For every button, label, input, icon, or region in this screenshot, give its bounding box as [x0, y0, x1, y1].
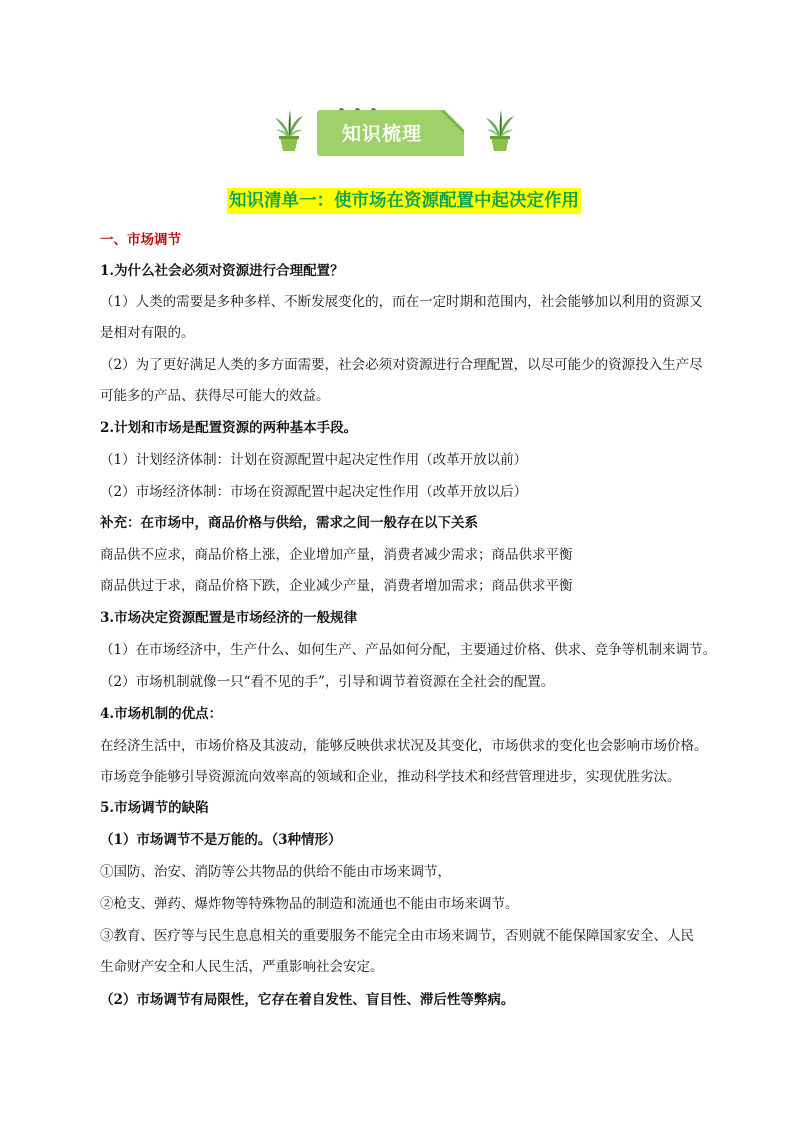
paragraph: 商品供过于求，商品价格下跌，企业减少产量，消费者增加需求；商品供求平衡: [100, 578, 573, 594]
paragraph: 在经济生活中，市场价格及其波动，能够反映供求状况及其变化，市场供求的变化也会影响市场价格。: [100, 738, 708, 754]
subheading: （1）市场调节不是万能的。（3种情形）: [100, 832, 342, 848]
paragraph: （1）在市场经济中，生产什么、如何生产、产品如何分配，主要通过价格、供求、竞争等机制来调节。: [100, 642, 717, 658]
paragraph: （2）市场机制就像一只“看不见的手”，引导和调节着资源在全社会的配置。: [100, 674, 555, 690]
paragraph: （2）为了更好满足人类的多方面需要，社会必须对资源进行合理配置，以尽可能少的资源投入生产尽: [100, 357, 703, 373]
subheading: （2）市场调节有局限性，它存在着自发性、盲目性、滞后性等弊病。: [100, 992, 515, 1008]
list-item: ①国防、治安、消防等公共物品的供给不能由市场来调节，: [100, 864, 451, 880]
paragraph: 市场竞争能够引导资源流向效率高的领域和企业，推动科学技术和经营管理进步，实现优胜劣汰。: [100, 769, 681, 785]
list-item: ③教育、医疗等与民生息息相关的重要服务不能完全由市场来调节，否则就不能保障国家安全、人民: [100, 928, 694, 944]
question-3: 3.市场决定资源配置是市场经济的一般规律: [100, 610, 358, 626]
supplement-heading: 补充：在市场中，商品价格与供给，需求之间一般存在以下关系: [100, 515, 478, 531]
question-4: 4.市场机制的优点：: [100, 706, 223, 722]
list-item: 生命财产安全和人民生活，严重影响社会安定。: [100, 959, 384, 975]
banner-title: 知识梳理: [341, 123, 422, 145]
knowledge-banner: [317, 110, 464, 156]
paragraph: 是相对有限的。: [100, 325, 195, 341]
question-2: 2.计划和市场是配置资源的两种基本手段。: [100, 420, 358, 436]
question-1: 1.为什么社会必须对资源进行合理配置？: [100, 263, 344, 279]
paragraph: （1）计划经济体制：计划在资源配置中起决定性作用（改革开放以前）: [100, 452, 528, 468]
paragraph: 商品供不应求，商品价格上涨，企业增加产量，消费者减少需求；商品供求平衡: [100, 547, 573, 563]
paragraph: （1）人类的需要是多种多样、不断发展变化的，而在一定时期和范围内，社会能够加以利用的资源又: [100, 294, 703, 310]
paragraph: （2）市场经济体制：市场在资源配置中起决定性作用（改革开放以后）: [100, 484, 528, 500]
list-item: ②枪支、弹药、爆炸物等特殊物品的制造和流通也不能由市场来调节。: [100, 896, 519, 912]
heading-market-regulation: 一、市场调节: [100, 232, 181, 248]
knowledge-header: [0, 108, 794, 158]
potted-plant-icon: [273, 110, 305, 152]
paragraph: 可能多的产品、获得尽可能大的效益。: [100, 388, 330, 404]
potted-plant-icon: [484, 110, 516, 152]
question-5: 5.市场调节的缺陷: [100, 800, 209, 816]
section-title: 知识清单一：使市场在资源配置中起决定作用: [227, 188, 581, 214]
